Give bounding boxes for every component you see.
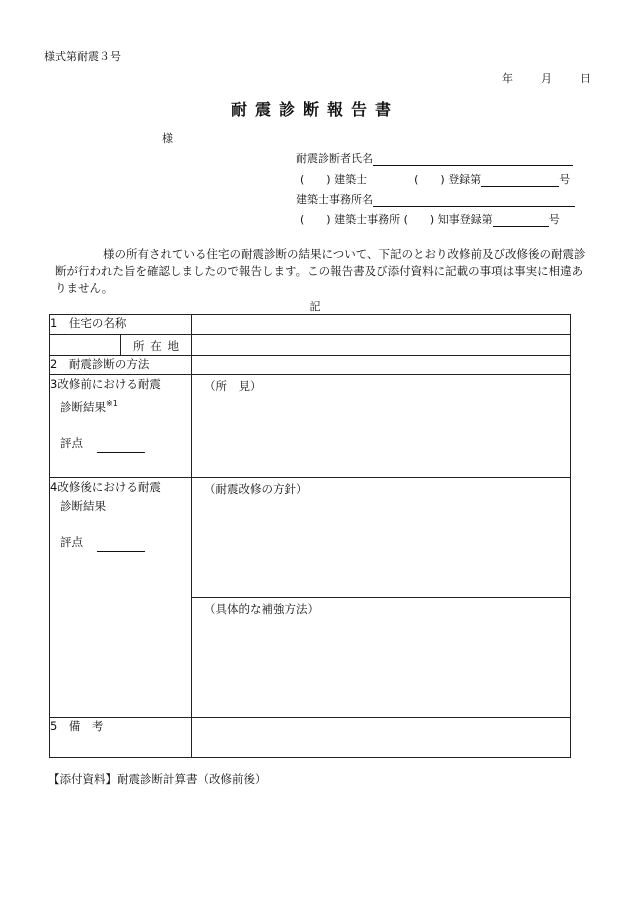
pre-retrofit-opinion-label: （所 見）	[204, 379, 262, 393]
pre-retrofit-label-cell	[50, 375, 192, 478]
governor-label: 知事登録第	[437, 213, 493, 226]
remarks-field[interactable]	[192, 718, 571, 758]
governor-bracket[interactable]: ( )	[403, 213, 435, 226]
reinforcement-method-label: （具体的な補強方法）	[204, 602, 319, 616]
diagnosis-method-field[interactable]	[192, 356, 571, 375]
pre-retrofit-score-field[interactable]	[97, 440, 145, 453]
retrofit-policy-label: （耐震改修の方針）	[204, 482, 308, 496]
addressee-suffix: 様	[162, 132, 173, 145]
date-day: 日	[580, 72, 591, 85]
pre-retrofit-note: ※1	[106, 399, 118, 408]
post-retrofit-label-cell	[50, 478, 192, 718]
diagnosis-method-label: 2 耐震診断の方法	[50, 356, 192, 375]
office-name-label: 建築士事務所名	[296, 193, 373, 206]
architect-class-bracket[interactable]: ( )	[300, 173, 331, 186]
post-retrofit-label-a: 4改修後における耐震	[50, 480, 161, 494]
date-line	[502, 70, 591, 86]
remarks-label: 5 備 考	[50, 718, 192, 758]
office-class-bracket[interactable]: ( )	[300, 213, 331, 226]
housing-name-label: 1 住宅の名称	[50, 315, 192, 335]
governor-number-suffix: 号	[548, 213, 560, 226]
office-name-field[interactable]	[373, 194, 575, 207]
attachment-note: 【添付資料】耐震診断計算書（改修前後）	[48, 772, 267, 786]
office-label: 建築士事務所	[334, 213, 401, 226]
architect-label: 建築士	[334, 173, 368, 186]
office-name-row	[296, 191, 575, 207]
registration-bracket[interactable]: ( )	[414, 173, 445, 186]
location-label-cell	[50, 335, 192, 356]
pre-retrofit-label-b: 診断結果	[60, 399, 106, 414]
date-year: 年	[502, 72, 513, 85]
inspector-name-row	[296, 150, 573, 166]
date-month: 月	[541, 72, 552, 85]
housing-name-field[interactable]	[192, 315, 571, 335]
post-retrofit-score-label: 評点	[60, 535, 83, 549]
form-number: 様式第耐震３号	[44, 50, 121, 63]
post-retrofit-score-field[interactable]	[97, 539, 145, 552]
registration-label: 登録第	[448, 173, 482, 186]
pre-retrofit-opinion-cell[interactable]	[192, 375, 571, 478]
inspector-name-label: 耐震診断者氏名	[296, 152, 373, 165]
location-label: 所 在 地	[120, 335, 191, 355]
reinforcement-method-cell[interactable]	[192, 598, 571, 718]
ki-heading: 記	[309, 300, 321, 313]
location-field[interactable]	[192, 335, 571, 356]
post-retrofit-label-b: 診断結果	[60, 499, 106, 513]
retrofit-policy-cell[interactable]	[192, 478, 571, 598]
report-table	[49, 314, 571, 758]
pre-retrofit-score-row	[50, 434, 191, 453]
governor-number-field[interactable]	[493, 214, 549, 227]
architect-row	[300, 171, 570, 187]
pre-retrofit-label-b-row	[50, 394, 191, 417]
declaration-paragraph: 様の所有されている住宅の耐震診断の結果について、下記のとおり改修前及び改修後の耐震診断が行われた旨を確認しましたので報告します。この報告書及び添付資料に記載の事項は事実に相違ありません。	[55, 247, 586, 295]
pre-retrofit-score-label: 評点	[60, 435, 83, 450]
registration-number-field[interactable]	[481, 174, 559, 187]
page-title: 耐震診断報告書	[230, 100, 399, 119]
pre-retrofit-label-a: 3改修前における耐震	[50, 377, 161, 391]
registration-number-suffix: 号	[559, 173, 571, 186]
post-retrofit-score-row	[50, 533, 191, 552]
office-registration-row	[300, 211, 560, 227]
inspector-name-field[interactable]	[373, 153, 573, 166]
